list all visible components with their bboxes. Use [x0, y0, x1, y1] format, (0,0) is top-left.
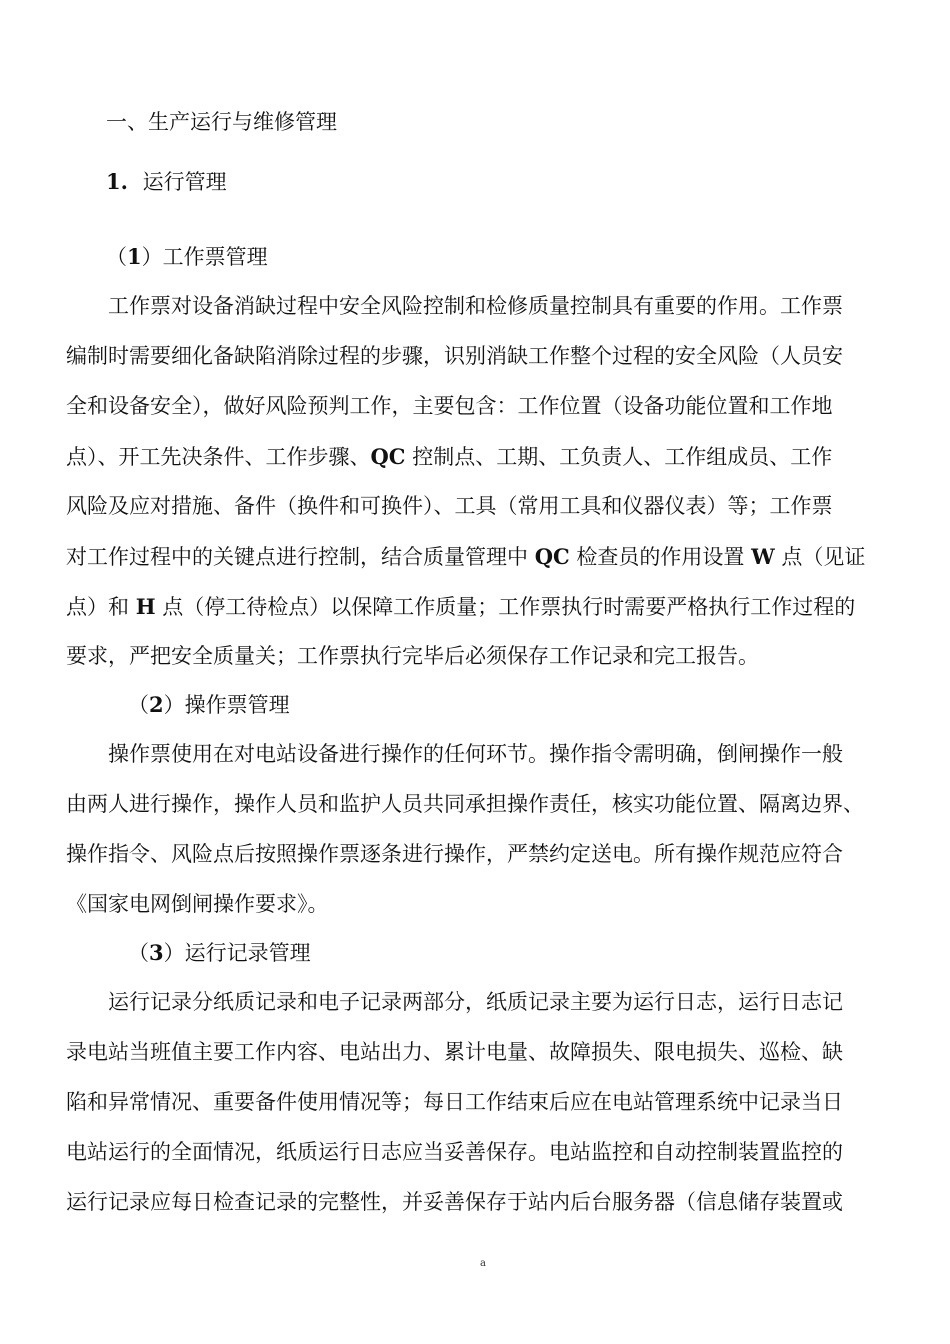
subsection-heading	[106, 171, 227, 193]
item-2-title: 操作票管理	[184, 693, 290, 717]
paragraph-line: 全和设备安全），做好风险预判工作，主要包含：工作位置（设备功能位置和工作地	[66, 394, 833, 418]
subsection-title: 运行管理	[142, 170, 227, 194]
paragraph-line: 电站运行的全面情况，纸质运行日志应当妥善保存。电站监控和自动控制装置监控的	[66, 1140, 843, 1164]
paragraph-line: 录电站当班值主要工作内容、电站出力、累计电量、故障损失、限电损失、巡检、缺	[66, 1040, 843, 1064]
paragraph-line: 陷和异常情况、重要备件使用情况等；每日工作结束后应在电站管理系统中记录当日	[66, 1090, 843, 1114]
paragraph-line: 风险及应对措施、备件（换件和可换件）、工具（常用工具和仪器仪表）等；工作票	[66, 494, 833, 518]
paragraph-line: 由两人进行操作，操作人员和监护人员共同承担操作责任，核实功能位置、隔离边界、	[66, 792, 864, 816]
page-footer-mark: a	[480, 1258, 486, 1269]
item-1-number: （1）	[106, 244, 163, 269]
paragraph-line: 编制时需要细化备缺陷消除过程的步骤，识别消缺工作整个过程的安全风险（人员安	[66, 344, 843, 368]
item-2-heading	[128, 694, 290, 716]
paragraph-line: 操作票使用在对电站设备进行操作的任何环节。操作指令需明确，倒闸操作一般	[108, 742, 843, 766]
paragraph-line: 运行记录应每日检查记录的完整性，并妥善保存于站内后台服务器（信息储存装置或	[66, 1190, 843, 1214]
item-1-heading	[106, 246, 268, 268]
paragraph-line: 对工作过程中的关键点进行控制，结合质量管理中 QC 检查员的作用设置 W 点（见证	[66, 544, 866, 569]
paragraph-line: 点）和 H 点（停工待检点）以保障工作质量；工作票执行时需要严格执行工作过程的	[66, 594, 856, 619]
paragraph-line: 运行记录分纸质记录和电子记录两部分，纸质记录主要为运行日志，运行日志记	[108, 990, 843, 1014]
paragraph-line: 《国家电网倒闸操作要求》。	[66, 892, 329, 916]
paragraph-line: 要求，严把安全质量关；工作票执行完毕后必须保存工作记录和完工报告。	[66, 644, 759, 668]
item-3-number: （3）	[128, 940, 185, 965]
item-2-number: （2）	[128, 692, 185, 717]
paragraph-line: 操作指令、风险点后按照操作票逐条进行操作，严禁约定送电。所有操作规范应符合	[66, 842, 843, 866]
item-3-title: 运行记录管理	[184, 941, 311, 965]
item-1-title: 工作票管理	[162, 245, 268, 269]
subsection-number: 1.	[106, 169, 128, 194]
paragraph-line: 点）、开工先决条件、工作步骤、QC 控制点、工期、工负责人、工作组成员、工作	[66, 444, 833, 469]
item-3-heading	[128, 942, 311, 964]
section-title: 一、生产运行与维修管理	[106, 110, 337, 134]
paragraph-line: 工作票对设备消缺过程中安全风险控制和检修质量控制具有重要的作用。工作票	[108, 294, 843, 318]
